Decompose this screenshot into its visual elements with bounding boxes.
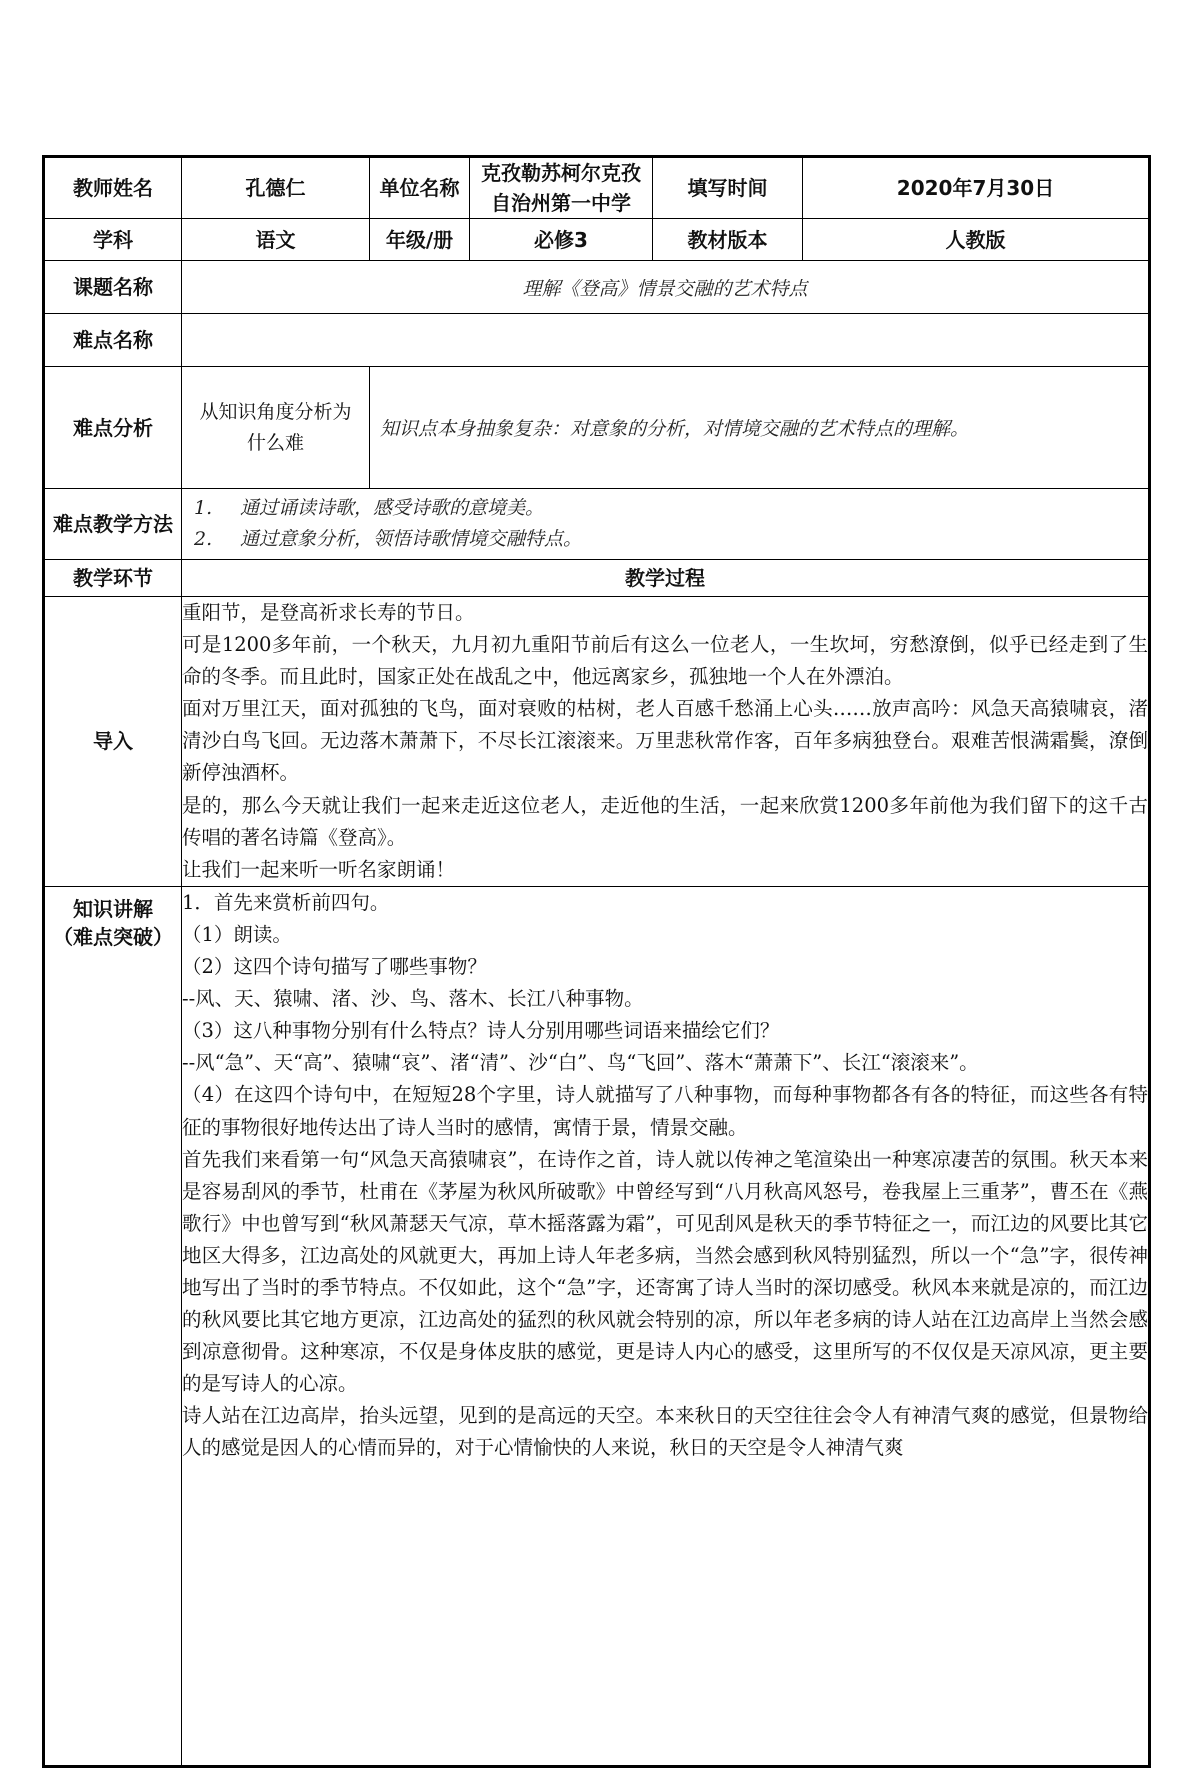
analysis-label: 难点分析 <box>44 367 182 489</box>
intro-paragraph: 重阳节，是登高祈求长寿的节日。 <box>182 601 475 624</box>
analysis-sub-label <box>182 367 370 489</box>
unit-name-line-1: 克孜勒苏柯尔克孜 <box>481 161 641 185</box>
fill-date-value: 2020年7月30日 <box>803 157 1150 219</box>
grade-label: 年级/册 <box>370 219 470 261</box>
method-value <box>182 489 1150 560</box>
method-item <box>192 493 1138 524</box>
knowledge-row <box>44 886 1150 1766</box>
analysis-row <box>44 367 1150 489</box>
knowledge-label-line-2: （难点突破） <box>53 924 173 949</box>
intro-paragraph: 让我们一起来听一听名家朗诵！ <box>182 857 456 881</box>
section-header-row <box>44 560 1150 597</box>
teaching-stage-header: 教学环节 <box>44 560 182 597</box>
knowledge-paragraph: 诗人站在江边高岸，抬头远望，见到的是高远的天空。本来秋日的天空往往会令人有神清气爽的感觉，但景物给人的感觉是因人的心情而异的，对于心情愉快的人来说，秋日的天空是令人神清气爽 <box>182 1404 1148 1460</box>
knowledge-label-line-1: 知识讲解 <box>73 896 153 921</box>
subject-label: 学科 <box>44 219 182 261</box>
unit-name-line-2: 自治州第一中学 <box>491 191 631 215</box>
intro-content <box>182 597 1150 887</box>
method-item-number: 1. <box>194 497 213 519</box>
teacher-name-label: 教师姓名 <box>44 157 182 219</box>
method-list <box>182 489 1148 559</box>
difficulty-label: 难点名称 <box>44 314 182 367</box>
difficulty-row <box>44 314 1150 367</box>
analysis-sub-label-line-1: 从知识角度分析为 <box>199 400 352 423</box>
knowledge-paragraph: 首先我们来看第一句“风急天高猿啸哀”，在诗作之首，诗人就以传神之笔渲染出一种寒凉凄苦的氛围。秋天本来是容易刮风的季节，杜甫在《茅屋为秋风所破歌》中曾经写到“八月秋高风怒号，卷我屋上三重茅”，曹丕在《燕歌行》中也曾写到“秋风萧瑟天气凉，草木摇落露为霜”，可见刮风是秋天的季节特征之一，而江边的风要比其它地区大得多，江边高处的风就更大，再加上诗人年老多病，当然会感到秋风特别猛烈，所以一个“急”字，很传神地写出了当时的季节特点。不仅如此，这个“急”字，还寄寓了诗人当时的深切感受。秋风本来就是凉的，而江边的秋风要比其它地方更凉，江边高处的猛烈的秋风就会特别的凉，所以年老多病的诗人站在江边高岸上当然会感到凉意彻骨。这种寒凉，不仅是身体皮肤的感觉，更是诗人内心的感受，这里所写的不仅仅是天凉风凉，更主要的是写诗人的心凉。 <box>182 1147 1148 1396</box>
method-row <box>44 489 1150 560</box>
intro-paragraph: 是的，那么今天就让我们一起来走近这位老人，走近他的生活，一起来欣赏1200多年前他为我们留下的这千古传唱的著名诗篇《登高》。 <box>182 793 1148 849</box>
knowledge-label <box>44 886 182 1766</box>
edition-value: 人教版 <box>803 219 1150 261</box>
grade-value: 必修3 <box>470 219 653 261</box>
topic-label: 课题名称 <box>44 261 182 314</box>
topic-row <box>44 261 1150 314</box>
knowledge-paragraph: --风、天、猿啸、渚、沙、鸟、落木、长江八种事物。 <box>182 987 644 1011</box>
knowledge-content <box>182 886 1150 1766</box>
teaching-process-header: 教学过程 <box>182 560 1150 597</box>
method-item <box>192 524 1138 555</box>
intro-label: 导入 <box>44 597 182 887</box>
method-label: 难点教学方法 <box>44 489 182 560</box>
lesson-plan-table <box>42 155 1151 1768</box>
topic-value: 理解《登高》情景交融的艺术特点 <box>182 261 1150 314</box>
analysis-sub-label-line-2: 什么难 <box>246 431 304 454</box>
edition-label: 教材版本 <box>653 219 803 261</box>
header-row-2 <box>44 219 1150 261</box>
fill-date-label: 填写时间 <box>653 157 803 219</box>
knowledge-paragraph: --风“急”、天“高”、猿啸“哀”、渚“清”、沙“白”、鸟“飞回”、落木“萧萧下”、长江“滚滚来”。 <box>182 1051 979 1075</box>
method-item-text: 通过诵读诗歌，感受诗歌的意境美。 <box>240 497 545 519</box>
intro-paragraph: 面对万里江天，面对孤独的飞鸟，面对衰败的枯树，老人百感千愁涌上心头……放声高吟：风急天高猿啸哀，渚清沙白鸟飞回。无边落木萧萧下，不尽长江滚滚来。万里悲秋常作客，百年多病独登台。艰难苦恨满霜鬓，潦倒新停浊酒杯。 <box>182 697 1148 785</box>
subject-value: 语文 <box>182 219 370 261</box>
difficulty-value <box>182 314 1150 367</box>
knowledge-paragraph: 1．首先来赏析前四句。 <box>182 890 390 914</box>
method-item-number: 2. <box>194 528 213 550</box>
unit-name-value <box>470 157 653 219</box>
unit-name-label: 单位名称 <box>370 157 470 219</box>
lesson-plan-page <box>42 155 1148 1768</box>
knowledge-paragraph: （1）朗读。 <box>182 922 292 946</box>
intro-paragraph: 可是1200多年前，一个秋天，九月初九重阳节前后有这么一位老人，一生坎坷，穷愁潦倒，似乎已经走到了生命的冬季。而且此时，国家正处在战乱之中，他远离家乡，孤独地一个人在外漂泊。 <box>182 633 1148 689</box>
intro-row <box>44 597 1150 887</box>
knowledge-paragraph: （3）这八种事物分别有什么特点？诗人分别用哪些词语来描绘它们？ <box>182 1019 780 1043</box>
header-row-1 <box>44 157 1150 219</box>
method-item-text: 通过意象分析，领悟诗歌情境交融特点。 <box>240 528 583 550</box>
teacher-name-value: 孔德仁 <box>182 157 370 219</box>
knowledge-paragraph: （4）在这四个诗句中，在短短28个字里，诗人就描写了八种事物，而每种事物都各有各的特征，而这些各有特征的事物很好地传达出了诗人当时的感情，寓情于景，情景交融。 <box>182 1083 1148 1139</box>
knowledge-paragraph: （2）这四个诗句描写了哪些事物？ <box>182 955 487 979</box>
analysis-value: 知识点本身抽象复杂：对意象的分析，对情境交融的艺术特点的理解。 <box>370 367 1150 489</box>
